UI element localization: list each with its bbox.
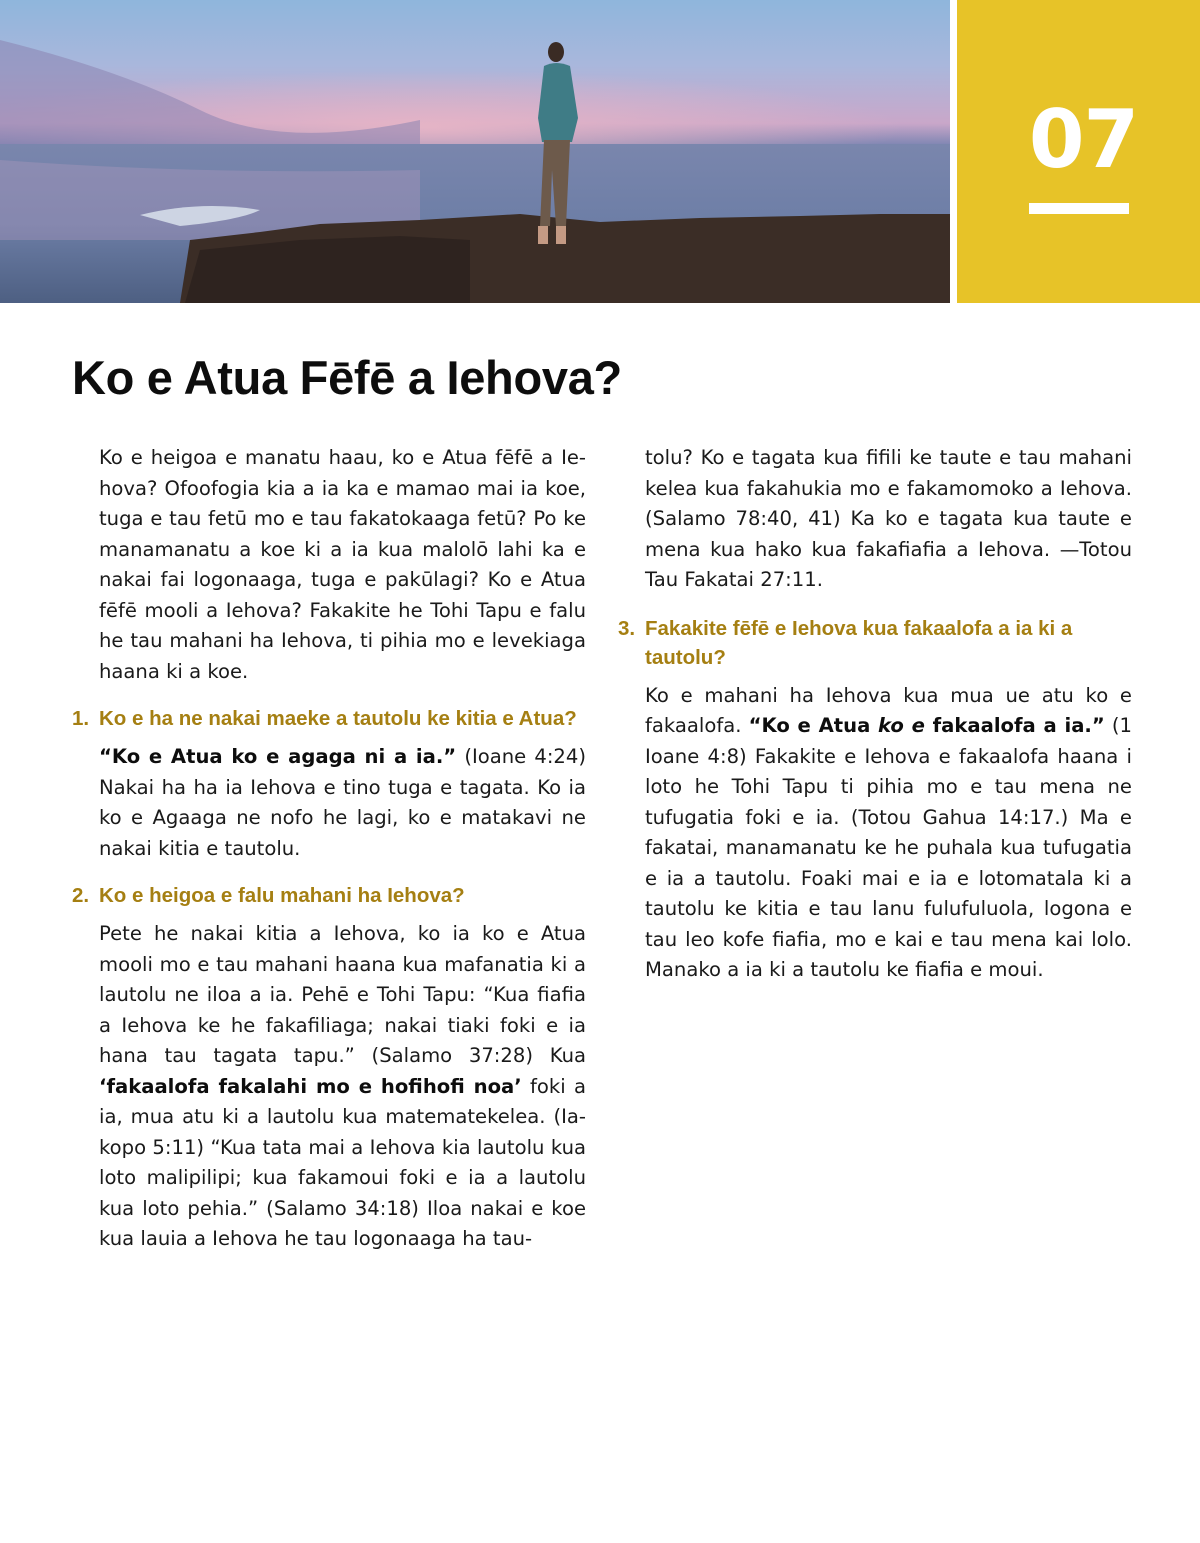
section-2-body-continued: tolu? Ko e tagata kua fifili ke taute e tau mahani kelea kua fakahukia mo e fakamomoko a Iehova. (Salamo 78:40, 41) Ka ko e tagata kua taute e mena kua hako kua fakafiafia a Iehova. —Totou Tau Fakatai 27:11. [645,446,1132,591]
section-1-question [72,704,586,733]
left-column [72,443,586,1255]
section-1-number: 1. [72,707,90,730]
hero-photo [0,0,950,303]
section-3-quote-italic: ko e [878,714,925,737]
page-title: Ko e Atua Fēfē a Iehova? [72,351,622,404]
section-2-text-before: Pete he nakai kitia a Iehova, ko ia ko e Atua mooli mo e tau mahani haana kua mafanatia ki a lautolu ne iloa a ia. Pehē e Tohi Tapu: “Kua fiafia a Iehova ke he fakafiliaga; nakai tiaki foki e ia hana tau tagata tapu.” (Salamo 37:28) Kua [99,922,586,1067]
section-1-question-text: Ko e ha ne nakai maeke a tautolu ke kitia e Atua? [99,707,577,730]
section-1-quote: “Ko e Atua ko e agaga ni a ia.” [99,745,457,768]
intro-paragraph: Ko e heigoa e manatu haau, ko e Atua fēfē a Iehova? Ofoofogia kia a ia ka e mamao mai ia koe, tuga e tau fetū mo e tau fakatokaaga fetū? Po ke manamanatu a koe ki a ia kua malolō lahi ka e nakai fai logonaaga, tuga e pakūlagi? Ko e Atua fēfē mooli a Iehova? Fakakite he Tohi Tapu e falu he tau mahani ha Iehova, ti pihia mo e levekiaga haana ki a koe. [99,446,586,683]
lesson-number-badge [957,0,1200,303]
section-2-question-text: Ko e heigoa e falu mahani ha Iehova? [99,884,465,907]
badge-underline [1029,203,1129,214]
section-3-text-after: (1 Ioane 4:8) Fakakite e Iehova e fakaalofa haana i loto he Tohi Tapu ti pihia mo e tau mena ne tufugatia foki e ia. (Totou Gahua 14:17.) Ma e fakatai, manamanatu ke he puhala kua tufugatia e ia a tautolu. Foaki mai e ia e lotomatala ki a tautolu ke kitia e tau lanu fulufuluola, logona e tau leo kofe fiafia, mo e kai e tau mena kai lolo. Manako a ia ki a tautolu ke fiafia e moui. [645,714,1132,981]
section-1-text: (Ioane 4:24) Nakai ha ha ia Iehova e tino tuga e tagata. Ko ia ko e Agaaga ne nofo he lagi, ko e matakavi ne nakai kitia e tautolu. [99,745,586,860]
section-2-quote: ‘fakaalofa fakalahi mo e hofihofi noa’ [99,1074,522,1098]
right-column [618,443,1132,986]
section-2-text-after: foki a ia, mua atu ki a lautolu kua matematekelea. (Iakopo 5:11) “Kua tata mai a Iehova kia lautolu kua loto malipilipi; kua fakamoui foki e ia a lautolu kua loto pehia.” (Salamo 34:18) Iloa nakai e koe kua lauia a Iehova he tau logonaaga ha tau- [99,1074,586,1250]
section-3-question-text: Fakakite fēfē e Iehova kua fakaalofa a ia ki a tautolu? [645,616,1073,669]
section-3-quote-a: “Ko e Atua [748,714,879,737]
section-3-text-before: Ko e mahani ha Iehova kua mua ue atu ko e fakaalofa. [645,683,1132,737]
section-3-quote [749,714,1105,737]
section-2-number: 2. [72,884,90,907]
hero-image [0,0,950,303]
section-3-question [618,614,1132,672]
section-1-body [99,742,586,864]
lesson-number: 07 [1028,93,1139,186]
section-3-body [645,681,1132,986]
section-2-question [72,881,586,910]
section-3-number: 3. [618,616,636,640]
section-2-body [99,919,586,1255]
section-3-quote-b: fakaalofa a ia.” [924,714,1105,737]
